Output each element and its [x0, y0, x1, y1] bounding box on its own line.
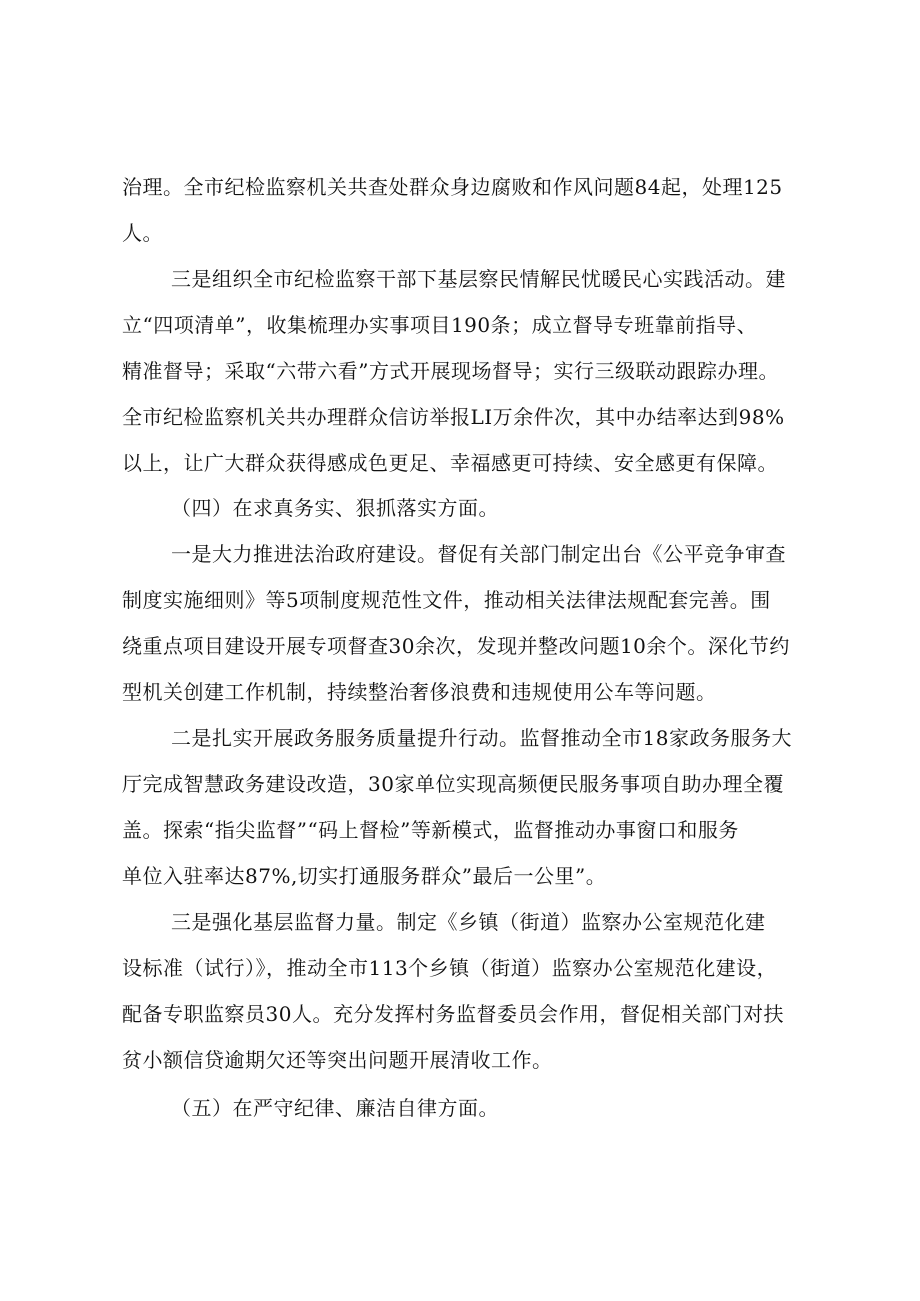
text-line: 以上，让广大群众获得感成色更足、幸福感更可持续、安全感更有保障。 — [122, 451, 778, 475]
text-line: 三是组织全市纪检监察干部下基层察民情解民忧暖民心实践活动。建 — [171, 267, 786, 291]
section-heading: （四）在求真务实、狠抓落实方面。 — [171, 496, 499, 520]
text-line: 盖。探索“指尖监督”“码上督检”等新模式，监督推动办事窗口和服务 — [122, 818, 739, 842]
text-line: 厅完成智慧政务建设改造，30家单位实现高频便民服务事项自助办理全覆 — [122, 772, 784, 796]
text-line: 精准督导；采取“六带六看”方式开展现场督导；实行三级联动跟踪办理。 — [122, 359, 779, 383]
text-line: 贫小额信贷逾期欠还等突出问题开展清收工作。 — [122, 1048, 553, 1072]
text-line: 立“四项清单”，收集梳理办实事项目190条；成立督导专班靠前指导、 — [122, 313, 758, 337]
text-line: 人。 — [122, 221, 163, 245]
text-line: 型机关创建工作机制，持续整治奢侈浪费和违规使用公车等问题。 — [122, 680, 717, 704]
text-line: 全市纪检监察机关共办理群众信访举报LI万余件次，其中办结率达到98% — [122, 405, 785, 429]
text-line: 二是扎实开展政务服务质量提升行动。监督推动全市18家政务服务大 — [171, 726, 792, 750]
text-line: 三是强化基层监督力量。制定《乡镇（街道）监察办公室规范化建 — [171, 910, 766, 934]
section-heading: （五）在严守纪律、廉洁自律方面。 — [171, 1096, 499, 1120]
text-line: 配备专职监察员30人。充分发挥村务监督委员会作用，督促相关部门对扶 — [122, 1002, 784, 1026]
text-line: 单位入驻率达87%,切实打通服务群众”最后一公里”。 — [122, 864, 607, 888]
text-line: 治理。全市纪检监察机关共查处群众身边腐败和作风问题84起，处理125 — [122, 175, 783, 199]
text-line: 制度实施细则》等5项制度规范性文件，推动相关法律法规配套完善。围 — [122, 588, 771, 612]
text-line: 一是大力推进法治政府建设。督促有关部门制定出台《公平竞争审查 — [171, 542, 786, 566]
text-line: 绕重点项目建设开展专项督查30余次，发现并整改问题10余个。深化节约 — [122, 634, 790, 658]
text-line: 设标准（试行）》，推动全市113个乡镇（街道）监察办公室规范化建设， — [122, 956, 778, 980]
